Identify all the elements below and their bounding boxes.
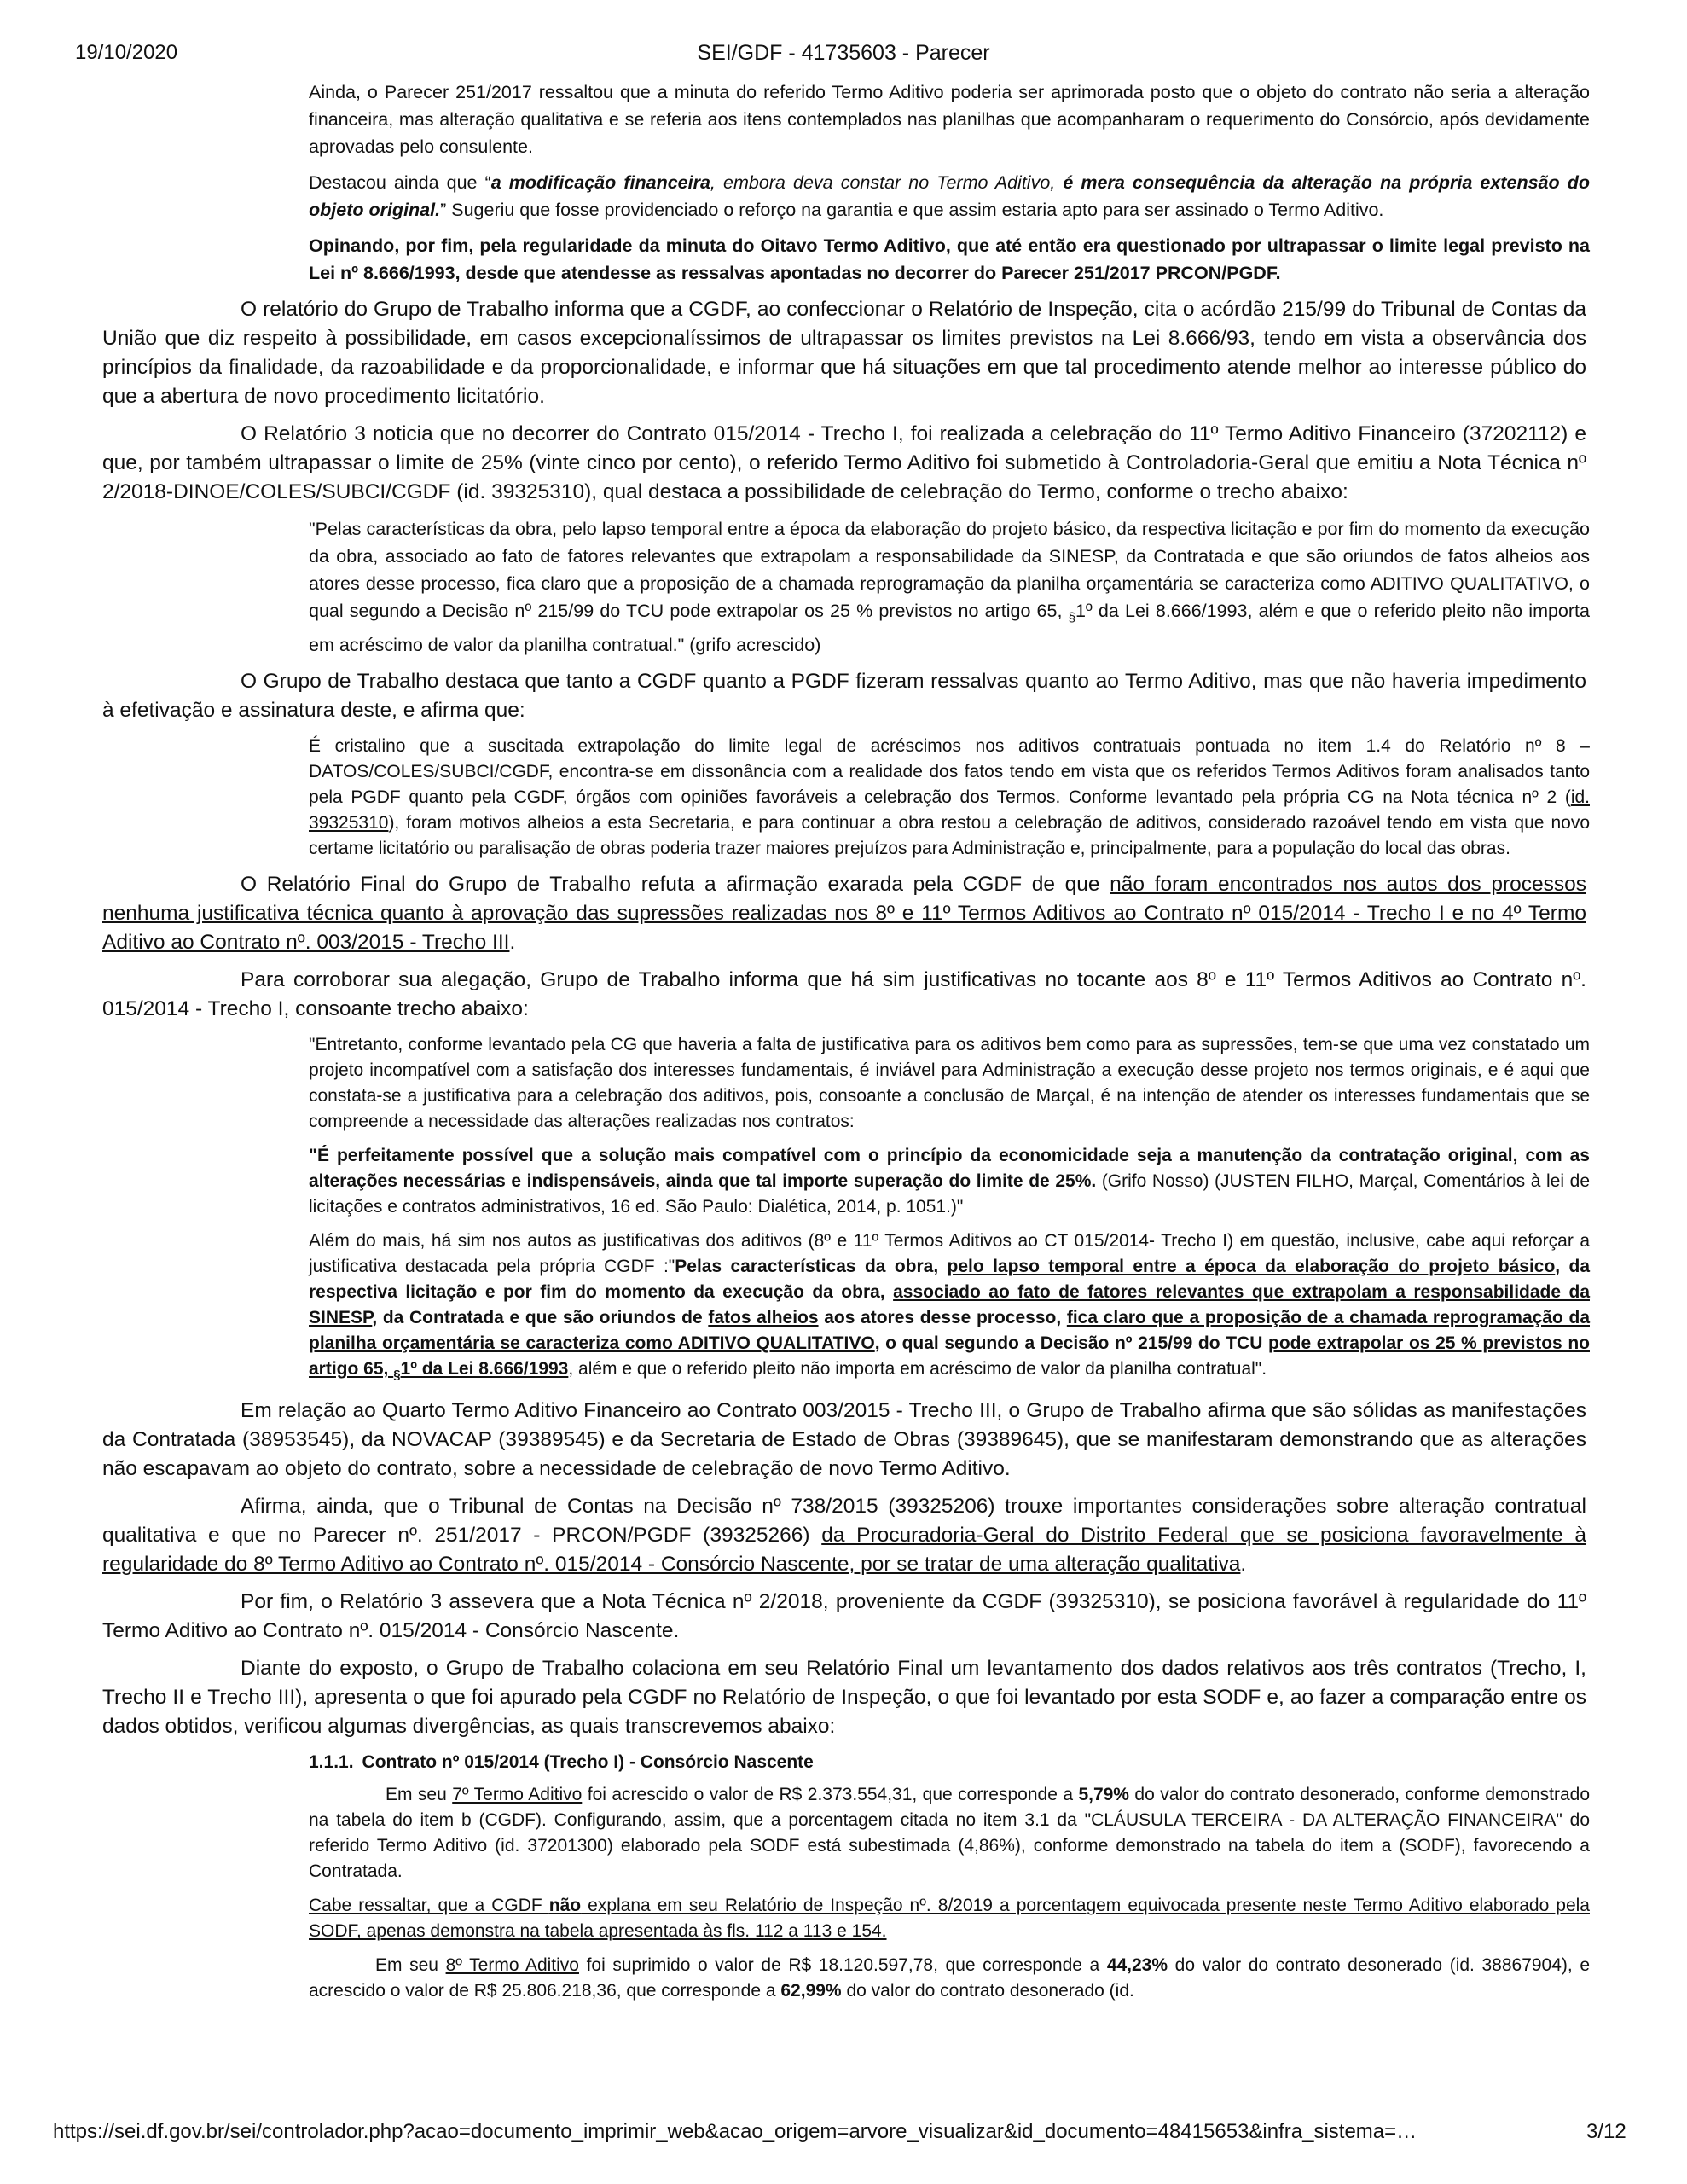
document-title: SEI/GDF - 41735603 - Parecer [697, 41, 990, 65]
quote-paragraph: "Pelas características da obra, pelo lapso temporal entre a época da elaboração do projeto básico, da respectiva licitação e por fim do momento da execução da obra, associado ao fato de fatores relevantes que extrapolam a responsabilidade da SINESP, da Contratada e que são oriundos de fatos alheios aos atores desse processo, fica claro que a proposição de a chamada reprogramação da planilha orçamentária se caracteriza como ADITIVO QUALITATIVO, o qual segundo a Decisão nº 215/99 do TCU pode extrapolar os 25 % previstos no artigo 65, $_\S$1º da Lei 8.666/1993, além e que o referido pleito não importa em acréscimo de valor da planilha contratual." (grifo acrescido) [309, 519, 1590, 656]
body-paragraph: O Relatório 3 noticia que no decorrer do Contrato 015/2014 - Trecho I, foi realizada a celebração do 11º Termo Aditivo Financeiro (37202112) e que, por também ultrapassar o limite de 25% (vinte cinco por cento), o referido Termo Aditivo foi submetido à Controladoria-Geral que emitiu a Nota Técnica nº 2/2018-DINOE/COLES/SUBCI/CGDF (id. 39325310), qual destaca a possibilidade de celebração do Termo, conforme o trecho abaixo: [102, 422, 1586, 503]
document-link[interactable]: id. 39325310 [309, 787, 1590, 834]
quote-block-justificativas [309, 1032, 1590, 1388]
body-paragraph: Em relação ao Quarto Termo Aditivo Financeiro ao Contrato 003/2015 - Trecho III, o Grupo de Trabalho afirma que são sólidas as manifestações da Contratada (38953545), da NOVACAP (39389545) e da Secretaria de Estado de Obras (39389645), que se manifestaram demonstrando que as alterações não escapavam ao objeto do contrato, sobre a necessidade de celebração de novo Termo Aditivo. [102, 1399, 1586, 1481]
section-heading: 1.1.1. Contrato nº 015/2014 (Trecho I) - Consórcio Nascente [309, 1752, 814, 1773]
page-url: https://sei.df.gov.br/sei/controlador.php?acao=documento_imprimir_web&acao_origem=arvore_visualizar&id_documento=48415653&infra_sistema=… [53, 2120, 1417, 2143]
quote-paragraph: Em seu 7º Termo Aditivo foi acrescido o valor de R$ 2.373.554,31, que corresponde a 5,79% do valor do contrato desonerado, conforme demonstrado na tabela do item b (CGDF). Configurando, assim, que a porcentagem citada no item 3.1 da "CLÁUSULA TERCEIRA - DA ALTERAÇÃO FINANCEIRA" do referido Termo Aditivo (id. 37201300) elaborado pela SODF está subestimada (4,86%), conforme demonstrado na tabela do item a (SODF), favorecendo a Contratada. [309, 1785, 1591, 1882]
page-number: 3/12 [1586, 2120, 1626, 2143]
quote-paragraph: "Entretanto, conforme levantado pela CG que haveria a falta de justificativa para os aditivos bem como para as supressões, tem-se que uma vez constatado um projeto incompatível com a satisfação dos interesses fundamentais, é inviável para Administração a execução desse projeto nos termos originais, e é aqui que constata-se a justificativa para a celebração dos aditivos, pois, consoante a conclusão de Marçal, é na intenção de atender os interesses fundamentais que se compreende a necessidade das alterações realizadas nos contratos: [309, 1035, 1590, 1132]
body-paragraph: O relatório do Grupo de Trabalho informa que a CGDF, ao confeccionar o Relatório de Inspeção, cita o acórdão 215/99 do Tribunal de Contas da União que diz respeito à possibilidade, em casos excepcionalíssimos de ultrapassar os limites previstos na Lei 8.666/93, tendo em vista a observância dos princípios da finalidade, da razoabilidade e da proporcionalidade, e informar que há situações em que tal procedimento atende melhor ao interesse público do que a abertura de novo procedimento licitatório. [102, 298, 1586, 408]
quote-paragraph: "É perfeitamente possível que a solução mais compatível com o princípio da economicidade seja a manutenção da contratação original, com as alterações necessárias e indispensáveis, ainda que tal importe superação do limite de 25%. (Grifo Nosso) (JUSTEN FILHO, Marçal, Comentários à lei de licitações e contratos administrativos, 16 ed. São Paulo: Dialética, 2014, p. 1051.)" [309, 1146, 1590, 1217]
body-paragraph: Diante do exposto, o Grupo de Trabalho colaciona em seu Relatório Final um levantamento dos dados relativos aos três contratos (Trecho, I, Trecho II e Trecho III), apresenta o que foi apurado pela CGDF no Relatório de Inspeção, o que foi levantado por esta SODF e, ao fazer a comparação entre os dados obtidos, verificou algumas divergências, as quais transcrevemos abaixo: [102, 1657, 1586, 1739]
quote-paragraph: Destacou ainda que “a modificação financeira, embora deva constar no Termo Aditivo, é mera consequência da alteração na própria extensão do objeto original.” Sugeriu que fosse providenciado o reforço na garantia e que assim estaria apto para ser assinado o Termo Aditivo. [309, 172, 1590, 220]
body-paragraph: Afirma, ainda, que o Tribunal de Contas na Decisão nº 738/2015 (39325206) trouxe importantes considerações sobre alteração contratual qualitativa e que no Parecer nº. 251/2017 - PRCON/PGDF (39325266) da Procuradoria-Geral do Distrito Federal que se posiciona favoravelmente à regularidade do 8º Termo Aditivo ao Contrato nº. 015/2014 - Consórcio Nascente, por se tratar de uma alteração qualitativa. [102, 1495, 1587, 1577]
body-paragraph: Para corroborar sua alegação, Grupo de Trabalho informa que há sim justificativas no tocante aos 8º e 11º Termos Aditivos ao Contrato nº. 015/2014 - Trecho I, consoante trecho abaixo: [102, 968, 1586, 1021]
body-paragraph: Por fim, o Relatório 3 assevera que a Nota Técnica nº 2/2018, proveniente da CGDF (39325310), se posiciona favorável à regularidade do 11º Termo Aditivo ao Contrato nº. 015/2014 - Consórcio Nascente. [102, 1590, 1586, 1643]
quote-block-grupo-trabalho [309, 734, 1590, 862]
quote-paragraph: Opinando, por fim, pela regularidade da minuta do Oitavo Termo Aditivo, que até então era questionado por ultrapassar o limite legal previsto na Lei nº 8.666/1993, desde que atendesse as ressalvas apontadas no decorrer do Parecer 251/2017 PRCON/PGDF. [309, 235, 1590, 283]
quote-paragraph: Ainda, o Parecer 251/2017 ressaltou que a minuta do referido Termo Aditivo poderia ser aprimorada posto que o objeto do contrato não seria a alteração financeira, mas alteração qualitativa e se referia aos itens contemplados nas planilhas que acompanharam o requerimento do Consórcio, após devidamente aprovadas pelo consulente. [309, 82, 1590, 157]
print-date: 19/10/2020 [75, 41, 178, 64]
quote-paragraph: Cabe ressaltar, que a CGDF não explana em seu Relatório de Inspeção nº. 8/2019 a porcentagem equivocada presente neste Termo Aditivo elaborado pela SODF, apenas demonstra na tabela apresentada às fls. 112 a 113 e 154. [309, 1896, 1590, 1942]
quote-paragraph: Além do mais, há sim nos autos as justificativas dos aditivos (8º e 11º Termos Aditivos ao CT 015/2014- Trecho I) em questão, inclusive, cabe aqui reforçar a justificativa destacada pela própria CGDF :"Pelas características da obra, pelo lapso temporal entre a época da elaboração do projeto básico, da respectiva licitação e por fim do momento da execução da obra, associado ao fato de fatores relevantes que extrapolam a responsabilidade da SINESP, da Contratada e que são oriundos de fatos alheios aos atores desse processo, fica claro que a proposição de a chamada reprogramação da planilha orçamentária se caracteriza como ADITIVO QUALITATIVO, o qual segundo a Decisão nº 215/99 do TCU pode extrapolar os 25 % previstos no artigo 65, $_\S$1º da Lei 8.666/1993, além e que o referido pleito não importa em acréscimo de valor da planilha contratual". [309, 1231, 1590, 1383]
quote-block-parecer [309, 78, 1590, 287]
quote-block-nota-tecnica [309, 515, 1590, 659]
quote-paragraph: É cristalino que a suscitada extrapolação do limite legal de acréscimos nos aditivos contratuais pontuada no item 1.4 do Relatório nº 8 – DATOS/COLES/SUBCI/CGDF, encontra-se em dissonância com a realidade dos fatos tendo em vista que os referidos Termos Aditivos foram analisados tanto pela PGDF quanto pela CGDF, órgãos com opiniões favoráveis a celebração dos Termos. Conforme levantado pela própria CG na Nota técnica nº 2 (id. 39325310), foram motivos alheios a esta Secretaria, e para continuar a obra restou a celebração de aditivos, considerado razoável tendo em vista que novo certame licitatório ou paralisação de obras poderia trazer maiores prejuízos para Administração e, principalmente, para a população do local das obras. [309, 736, 1590, 859]
body-paragraph: O Relatório Final do Grupo de Trabalho refuta a afirmação exarada pela CGDF de que não foram encontrados nos autos dos processos nenhuma justificativa técnica quanto à aprovação das supressões realizadas nos 8º e 11º Termos Aditivos ao Contrato nº 015/2014 - Trecho I e no 4º Termo Aditivo ao Contrato nº. 003/2015 - Trecho III. [102, 873, 1586, 955]
quote-paragraph: Em seu 8º Termo Aditivo foi suprimido o valor de R$ 18.120.597,78, que corresponde a 44,23% do valor do contrato desonerado (id. 38867904), e acrescido o valor de R$ 25.806.218,36, que corresponde a 62,99% do valor do contrato desonerado (id. [309, 1955, 1591, 2001]
body-paragraph: O Grupo de Trabalho destaca que tanto a CGDF quanto a PGDF fizeram ressalvas quanto ao Termo Aditivo, mas que não haveria impedimento à efetivação e assinatura deste, e afirma que: [102, 670, 1586, 723]
document-body [102, 78, 1591, 2004]
quote-block-divergencias [309, 1750, 1590, 2004]
